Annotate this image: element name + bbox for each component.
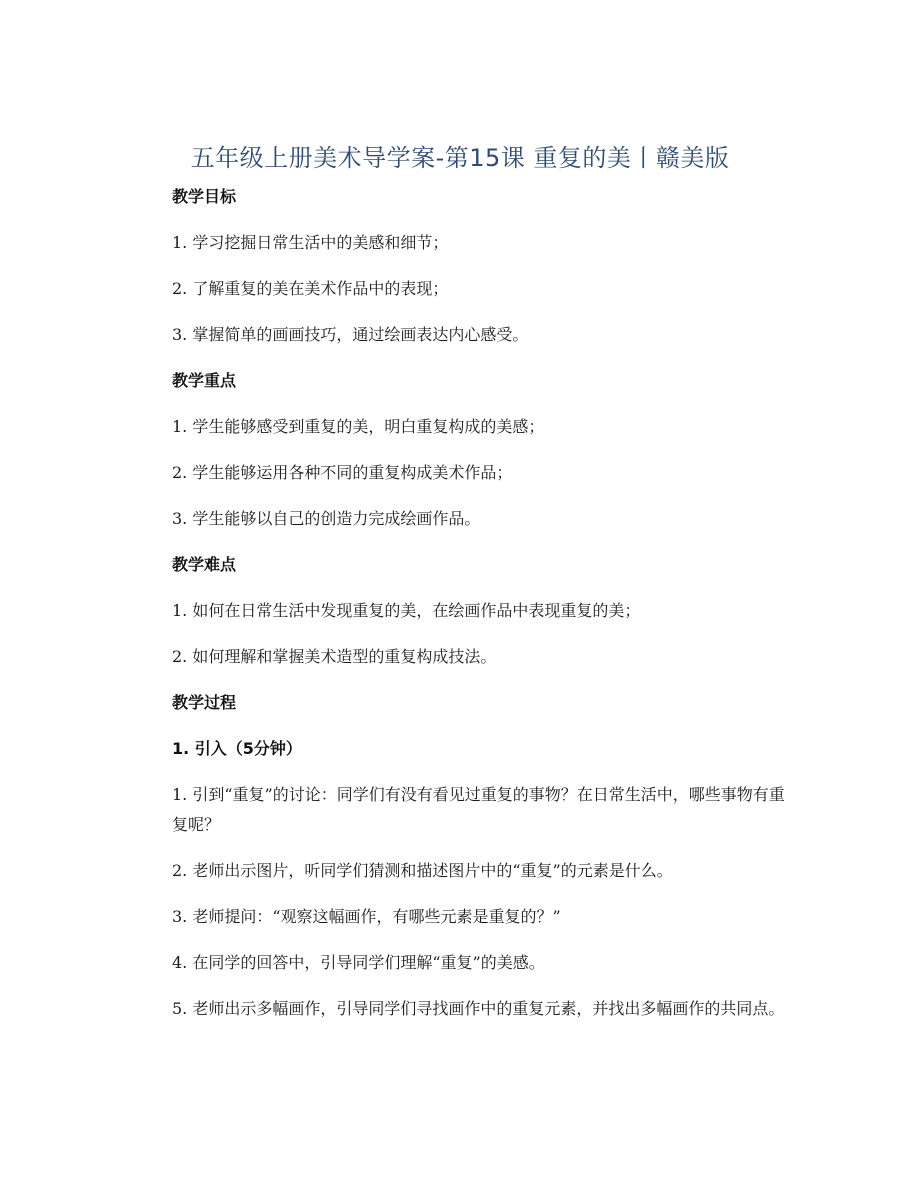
list-item: 3. 掌握简单的画画技巧，通过绘画表达内心感受。 <box>172 325 529 344</box>
list-item: 4. 在同学的回答中，引导同学们理解“重复”的美感。 <box>172 953 545 972</box>
subsection-heading: 1. 引入（5分钟） <box>172 739 302 758</box>
section-heading: 教学目标 <box>172 187 237 206</box>
list-item: 1. 如何在日常生活中发现重复的美，在绘画作品中表现重复的美； <box>172 601 641 620</box>
section-teaching-key-points <box>172 366 790 534</box>
document-title: 五年级上册美术导学案-第15课 重复的美丨赣美版 <box>190 144 730 172</box>
section-heading: 教学过程 <box>172 693 237 712</box>
section-heading: 教学重点 <box>172 371 237 390</box>
list-item: 3. 老师提问：“观察这幅画作，有哪些元素是重复的？” <box>172 907 561 926</box>
list-item: 1. 学习挖掘日常生活中的美感和细节； <box>172 233 449 252</box>
list-item: 2. 了解重复的美在美术作品中的表现； <box>172 279 449 298</box>
section-teaching-goals <box>172 182 790 350</box>
list-item: 1. 学生能够感受到重复的美，明白重复构成的美感； <box>172 417 545 436</box>
section-teaching-difficulties <box>172 550 790 672</box>
list-item: 2. 如何理解和掌握美术造型的重复构成技法。 <box>172 647 497 666</box>
section-heading: 教学难点 <box>172 555 237 574</box>
list-item: 3. 学生能够以自己的创造力完成绘画作品。 <box>172 509 481 528</box>
document-body <box>172 182 790 1040</box>
section-teaching-process <box>172 688 790 718</box>
list-item: 2. 学生能够运用各种不同的重复构成美术作品； <box>172 463 513 482</box>
list-item: 5. 老师出示多幅画作，引导同学们寻找画作中的重复元素，并找出多幅画作的共同点。 <box>172 999 785 1018</box>
list-item: 2. 老师出示图片，听同学们猜测和描述图片中的“重复”的元素是什么。 <box>172 861 673 880</box>
section-introduction <box>172 734 790 1024</box>
list-item: 1. 引到“重复”的讨论：同学们有没有看见过重复的事物？在日常生活中，哪些事物有重复呢？ <box>172 785 785 834</box>
